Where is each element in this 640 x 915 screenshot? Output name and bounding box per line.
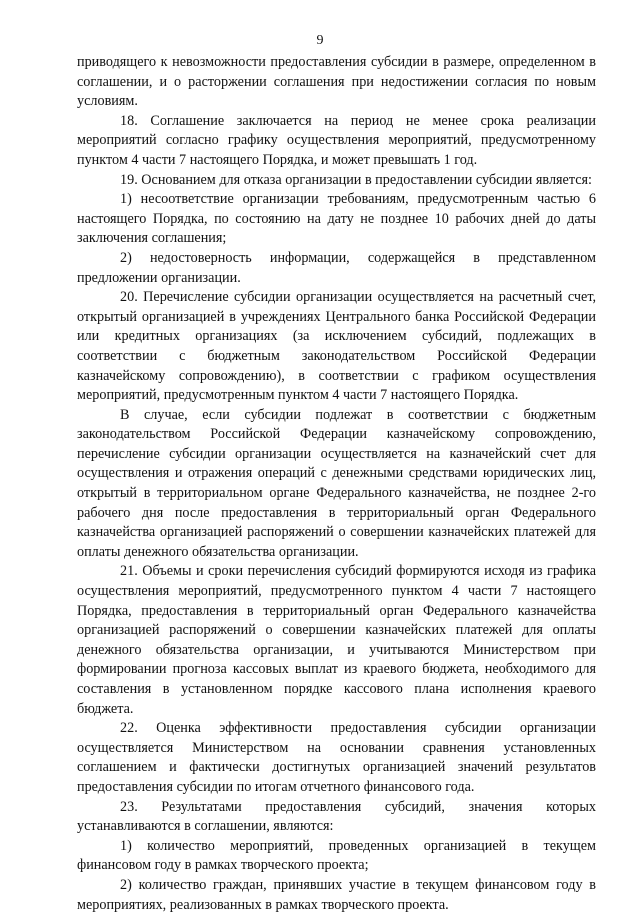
paragraph-23: 23. Результатами предоставления субсидий, значения которых устанавливаются в соглашении, являются: [77, 798, 596, 835]
paragraph-21: 21. Объемы и сроки перечисления субсидий формируются исходя из графика осуществления мероприятий, предусмотренного пунктом 4 части 7 настоящего Порядка, предоставления в территориальный орган Федерального казначейства организацией распоряжений о совершении казначейских платежей для оплаты денежного обязательства организации, и учитываются Министерством при формировании прогноза кассовых выплат из краевого бюджета, необходимого для составления в установленном порядке кассового плана исполнения краевого бюджета. [77, 563, 596, 717]
paragraph-19-item-2: 2) недостоверность информации, содержащейся в представленном предложении организации. [77, 249, 596, 286]
paragraph-20-clause: В случае, если субсидии подлежат в соответствии с бюджетным законодательством Российской Федерации казначейскому сопровождению, перечисление субсидии организации осуществляется на казначейский счет для осуществления и отражения операций с денежными средствами юридических лиц, открытый в территориальном органе Федерального казначейства, не позднее 2-го рабочего дня после предоставления в территориальный орган Федерального казначейства организацией распоряжений о совершении казначейских платежей для оплаты денежного обязательства организации. [77, 406, 596, 560]
page-number: 9 [316, 33, 324, 48]
paragraph-23-item-2: 2) количество граждан, принявших участие в текущем финансовом году в мероприятиях, реализованных в рамках творческого проекта. [77, 876, 596, 913]
paragraph-22: 22. Оценка эффективности предоставления субсидии организации осуществляется Министерством на основании сравнения установленных соглашением и фактически достигнутых организацией значений результатов предоставления субсидии по итогам отчетного финансового года. [77, 720, 596, 795]
paragraph-continuation: приводящего к невозможности предоставления субсидии в размере, определенном в соглашении, и о расторжении соглашения при недостижении согласия по новым условиям. [77, 54, 596, 110]
paragraph-23-item-1: 1) количество мероприятий, проведенных организацией в текущем финансовом году в рамках творческого проекта; [77, 837, 596, 874]
paragraph-18: 18. Соглашение заключается на период не менее срока реализации мероприятий согласно графику осуществления мероприятий, предусмотренному пунктом 4 части 7 настоящего Порядка, и может превышать 1 год. [77, 112, 596, 168]
paragraph-19: 19. Основанием для отказа организации в предоставлении субсидии является: [120, 171, 592, 188]
document-body [77, 53, 596, 915]
paragraph-20: 20. Перечисление субсидии организации осуществляется на расчетный счет, открытый организацией в учреждениях Центрального банка Российской Федерации или кредитных организациях (за исключением субсидий, подлежащих в соответствии с бюджетным законодательством Российской Федерации казначейскому сопровождению), в соответствии с графиком осуществления мероприятий, предусмотренным пунктом 4 части 7 настоящего Порядка. [77, 289, 596, 404]
paragraph-19-item-1: 1) несоответствие организации требованиям, предусмотренным частью 6 настоящего Порядка, по состоянию на дату не позднее 10 рабочих дней до даты заключения соглашения; [77, 191, 596, 247]
